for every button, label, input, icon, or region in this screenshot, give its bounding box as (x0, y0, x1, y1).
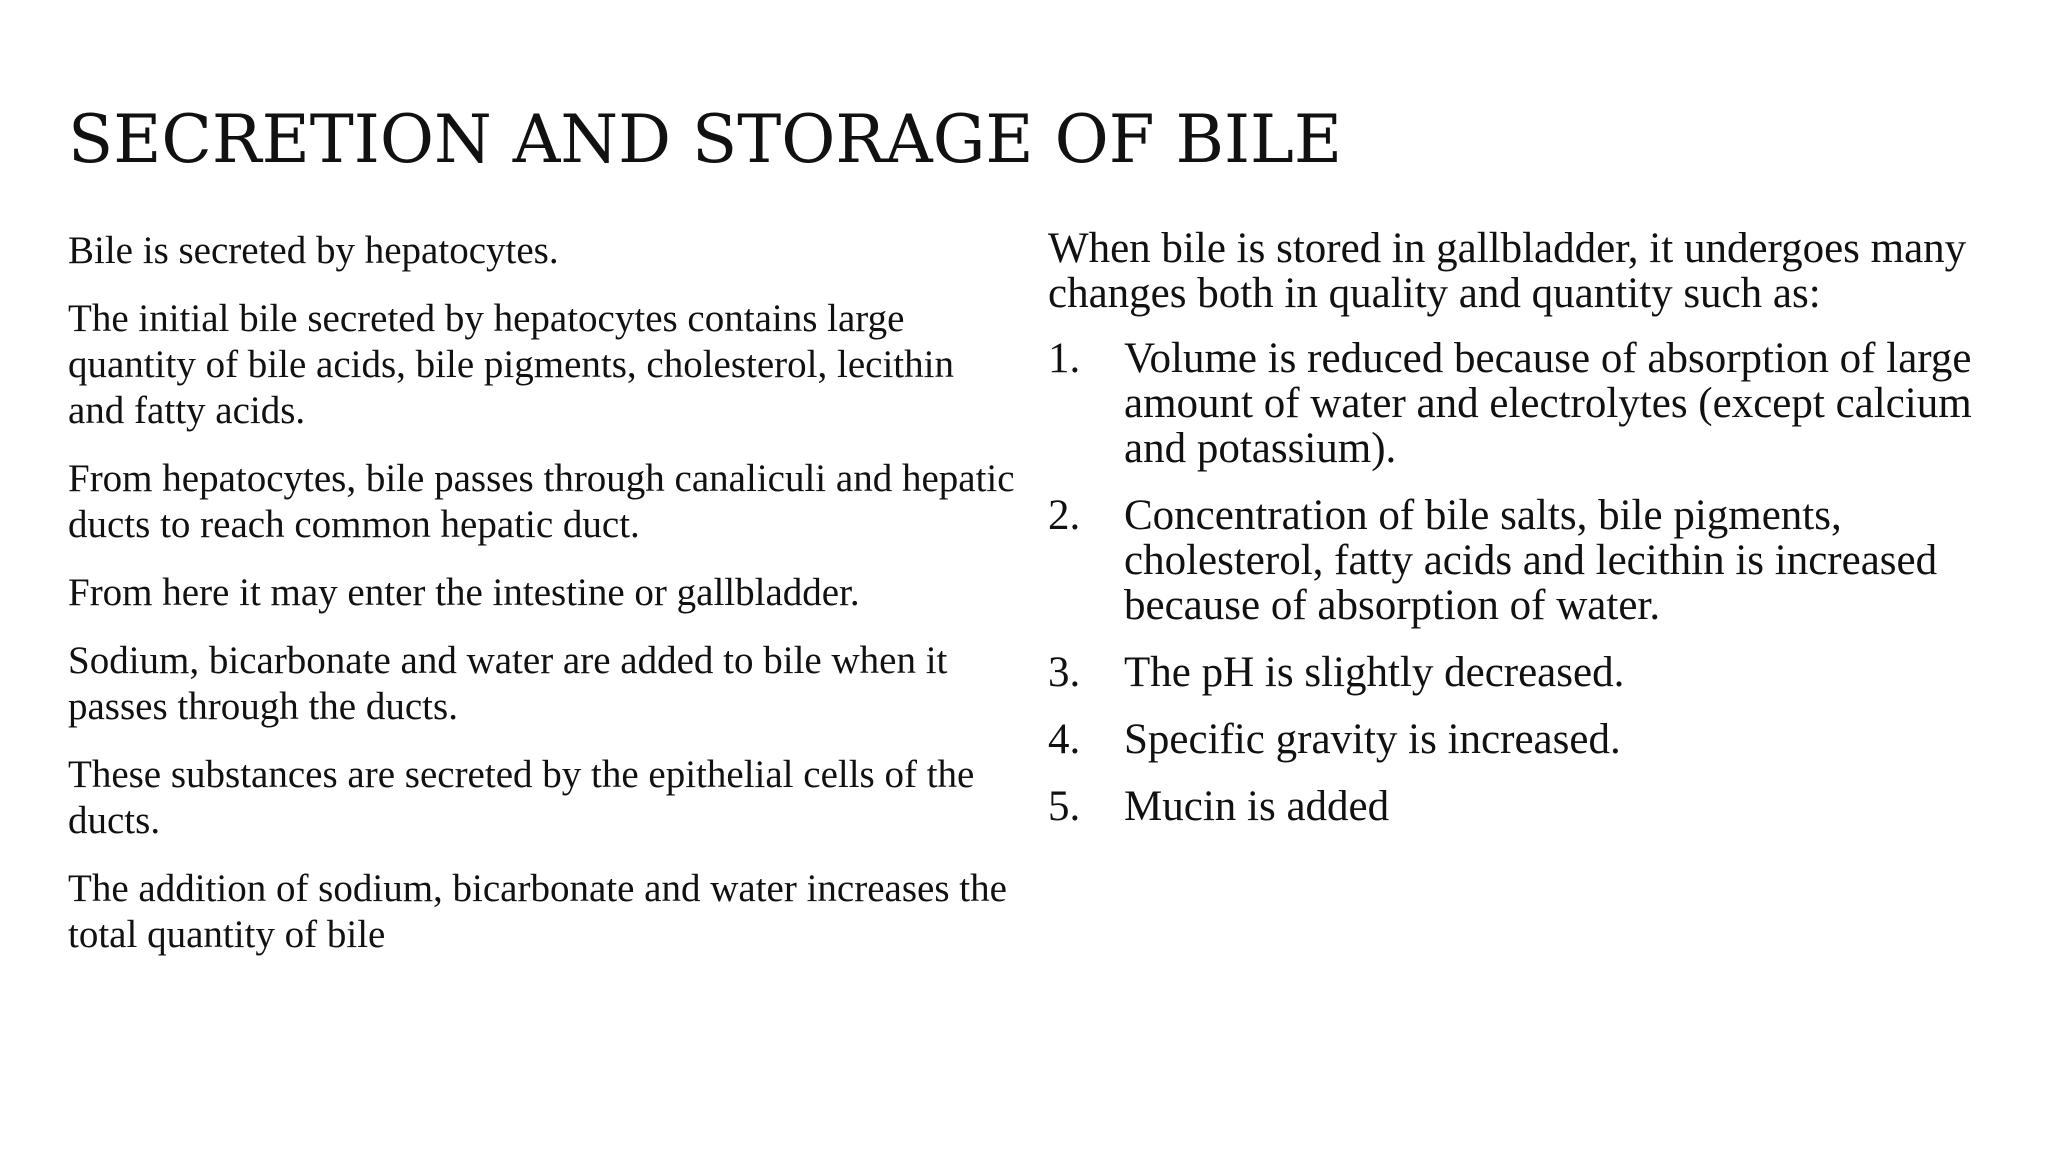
left-paragraph-5: Sodium, bicarbonate and water are added to bile when it passes through the ducts. (68, 639, 948, 728)
list-item (1048, 717, 2008, 762)
list-item-text: Mucin is added (1124, 783, 1390, 830)
right-column (1048, 226, 2008, 851)
left-paragraph-6: These substances are secreted by the epithelial cells of the ducts. (68, 753, 975, 842)
list-item (1048, 784, 2008, 829)
list-item-text: Concentration of bile salts, bile pigments, cholesterol, fatty acids and lecithin is increased because of absorption of water. (1124, 492, 1938, 629)
list-item (1048, 650, 2008, 695)
list-item-number: 4. (1048, 716, 1081, 763)
left-paragraph-1: Bile is secreted by hepatocytes. (68, 229, 559, 272)
slide-title: SECRETION AND STORAGE OF BILE (68, 101, 1343, 178)
changes-list (1048, 336, 2008, 829)
right-intro: When bile is stored in gallbladder, it undergoes many changes both in quality and quantity such as: (1048, 225, 1967, 317)
left-paragraph-2: The initial bile secreted by hepatocytes contains large quantity of bile acids, bile pigments, cholesterol, lecithin and fatty acids. (68, 297, 954, 432)
list-item-number: 3. (1048, 649, 1081, 696)
list-item-number: 5. (1048, 783, 1081, 830)
list-item-number: 1. (1048, 335, 1081, 382)
left-paragraph-7: The addition of sodium, bicarbonate and water increases the total quantity of bile (68, 867, 1007, 956)
list-item-text: The pH is slightly decreased. (1124, 649, 1625, 696)
left-paragraph-4: From here it may enter the intestine or gallbladder. (68, 571, 860, 614)
list-item-text: Specific gravity is increased. (1124, 716, 1621, 763)
list-item-number: 2. (1048, 492, 1081, 539)
left-column (68, 228, 1018, 980)
left-paragraph-3: From hepatocytes, bile passes through canaliculi and hepatic ducts to reach common hepatic duct. (68, 457, 1015, 546)
list-item (1048, 493, 2008, 628)
list-item (1048, 336, 2008, 471)
list-item-text: Volume is reduced because of absorption of large amount of water and electrolytes (except calcium and potassium). (1124, 335, 1972, 472)
